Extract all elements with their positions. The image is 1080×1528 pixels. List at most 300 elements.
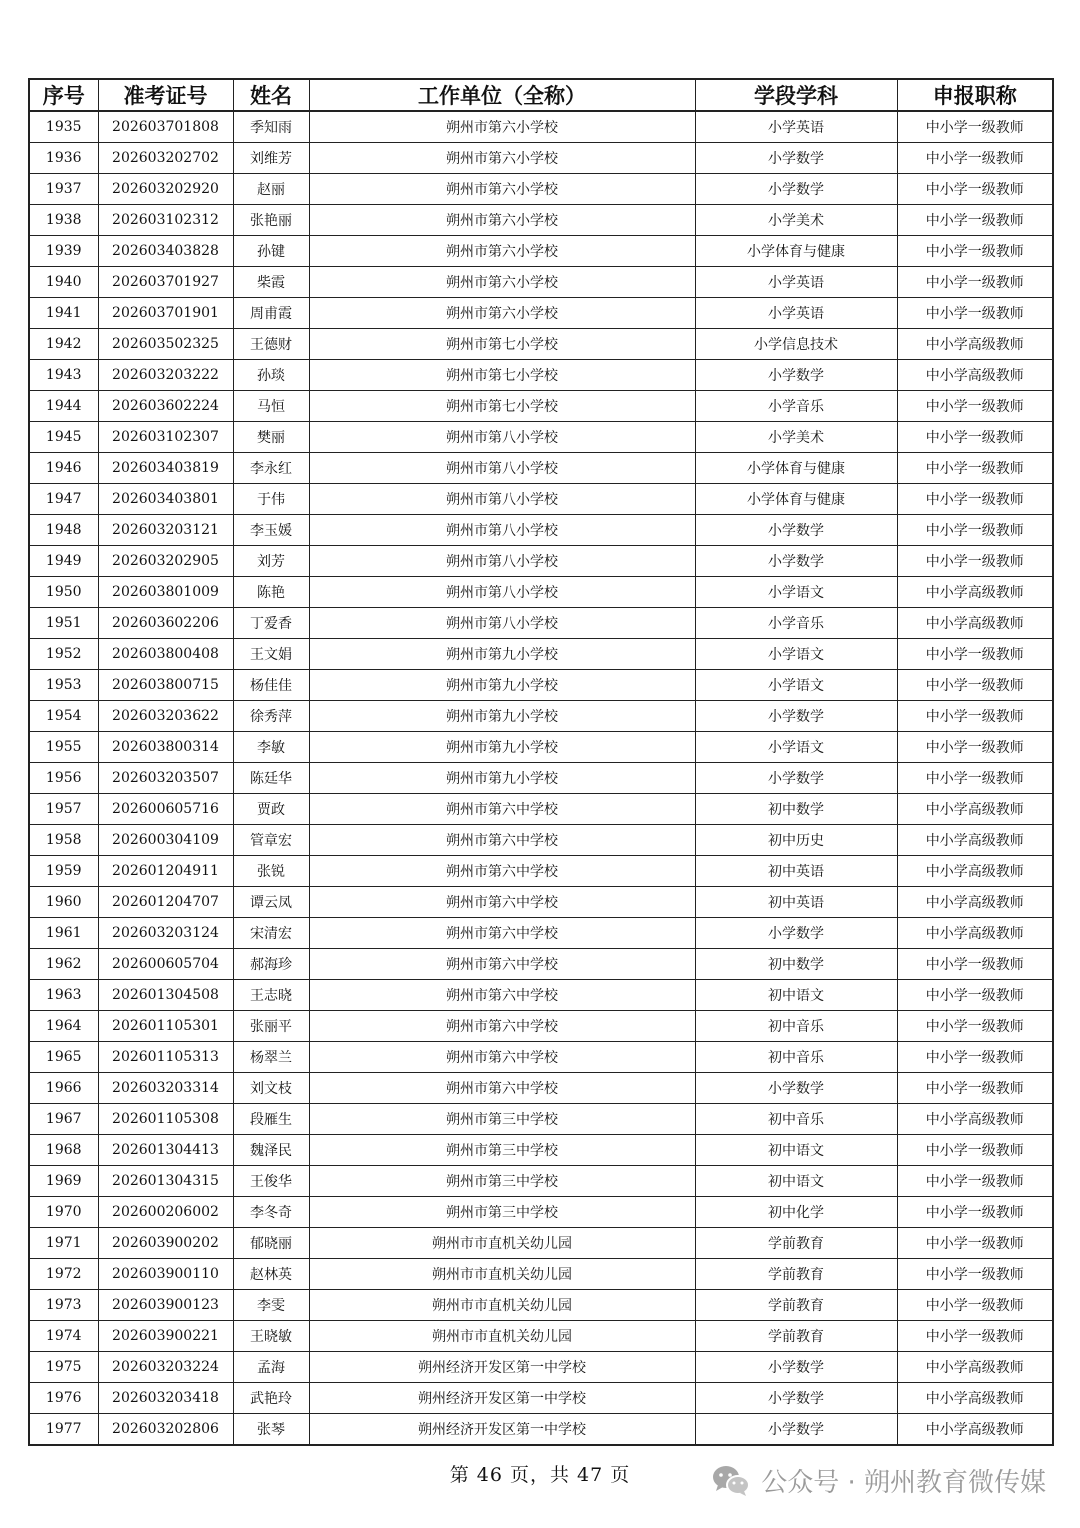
table-row <box>29 794 1053 825</box>
title-cell: 中小学高级教师 <box>897 887 1053 918</box>
workplace-cell: 朔州市第六小学校 <box>309 267 695 298</box>
seq-cell: 1948 <box>29 515 98 546</box>
name-cell: 王德财 <box>233 329 309 360</box>
exam-id-cell: 202601204707 <box>98 887 233 918</box>
title-cell: 中小学高级教师 <box>897 825 1053 856</box>
subject-cell: 初中音乐 <box>695 1042 897 1073</box>
workplace-cell: 朔州市第六中学校 <box>309 794 695 825</box>
exam-id-cell: 202603202702 <box>98 143 233 174</box>
name-cell: 张锐 <box>233 856 309 887</box>
table-row <box>29 1197 1053 1228</box>
workplace-cell: 朔州市市直机关幼儿园 <box>309 1259 695 1290</box>
name-cell: 李永红 <box>233 453 309 484</box>
name-cell: 李敏 <box>233 732 309 763</box>
exam-id-cell: 202603800715 <box>98 670 233 701</box>
subject-cell: 初中历史 <box>695 825 897 856</box>
subject-cell: 小学音乐 <box>695 391 897 422</box>
exam-id-cell: 202603900202 <box>98 1228 233 1259</box>
name-cell: 张琴 <box>233 1414 309 1446</box>
table-row <box>29 1259 1053 1290</box>
table-row <box>29 1228 1053 1259</box>
workplace-cell: 朔州市第六中学校 <box>309 949 695 980</box>
title-cell: 中小学一级教师 <box>897 1042 1053 1073</box>
workplace-cell: 朔州市第六中学校 <box>309 918 695 949</box>
subject-cell: 小学美术 <box>695 205 897 236</box>
exam-id-cell: 202603202806 <box>98 1414 233 1446</box>
table-row <box>29 639 1053 670</box>
subject-cell: 小学数学 <box>695 701 897 732</box>
name-cell: 樊丽 <box>233 422 309 453</box>
workplace-cell: 朔州市第七小学校 <box>309 391 695 422</box>
seq-cell: 1975 <box>29 1352 98 1383</box>
exam-id-cell: 202603203222 <box>98 360 233 391</box>
title-cell: 中小学高级教师 <box>897 1383 1053 1414</box>
name-cell: 张艳丽 <box>233 205 309 236</box>
roster-table <box>28 78 1054 1446</box>
workplace-cell: 朔州市第六小学校 <box>309 143 695 174</box>
table-row <box>29 763 1053 794</box>
seq-cell: 1967 <box>29 1104 98 1135</box>
col-header-subject: 学段学科 <box>695 79 897 111</box>
title-cell: 中小学一级教师 <box>897 1197 1053 1228</box>
name-cell: 杨翠兰 <box>233 1042 309 1073</box>
seq-cell: 1976 <box>29 1383 98 1414</box>
seq-cell: 1951 <box>29 608 98 639</box>
workplace-cell: 朔州市第六中学校 <box>309 1011 695 1042</box>
seq-cell: 1973 <box>29 1290 98 1321</box>
name-cell: 武艳玲 <box>233 1383 309 1414</box>
title-cell: 中小学一级教师 <box>897 732 1053 763</box>
wechat-icon <box>711 1464 751 1498</box>
workplace-cell: 朔州市第三中学校 <box>309 1166 695 1197</box>
subject-cell: 学前教育 <box>695 1228 897 1259</box>
title-cell: 中小学一级教师 <box>897 1166 1053 1197</box>
seq-cell: 1963 <box>29 980 98 1011</box>
workplace-cell: 朔州市第六小学校 <box>309 174 695 205</box>
workplace-cell: 朔州市第八小学校 <box>309 453 695 484</box>
table-row <box>29 825 1053 856</box>
workplace-cell: 朔州市第九小学校 <box>309 732 695 763</box>
title-cell: 中小学一级教师 <box>897 1073 1053 1104</box>
table-row <box>29 732 1053 763</box>
exam-id-cell: 202603202920 <box>98 174 233 205</box>
subject-cell: 小学语文 <box>695 670 897 701</box>
exam-id-cell: 202601304413 <box>98 1135 233 1166</box>
subject-cell: 初中数学 <box>695 949 897 980</box>
seq-cell: 1936 <box>29 143 98 174</box>
table-row <box>29 546 1053 577</box>
table-row <box>29 1383 1053 1414</box>
seq-cell: 1940 <box>29 267 98 298</box>
seq-cell: 1941 <box>29 298 98 329</box>
table-row <box>29 111 1053 143</box>
name-cell: 王晓敏 <box>233 1321 309 1352</box>
seq-cell: 1971 <box>29 1228 98 1259</box>
table-row <box>29 174 1053 205</box>
table-row <box>29 1414 1053 1446</box>
subject-cell: 小学数学 <box>695 515 897 546</box>
workplace-cell: 朔州市第八小学校 <box>309 422 695 453</box>
title-cell: 中小学高级教师 <box>897 1352 1053 1383</box>
subject-cell: 小学英语 <box>695 298 897 329</box>
exam-id-cell: 202601105301 <box>98 1011 233 1042</box>
seq-cell: 1954 <box>29 701 98 732</box>
exam-id-cell: 202603202905 <box>98 546 233 577</box>
title-cell: 中小学高级教师 <box>897 360 1053 391</box>
table-row <box>29 329 1053 360</box>
name-cell: 陈艳 <box>233 577 309 608</box>
workplace-cell: 朔州市第八小学校 <box>309 546 695 577</box>
name-cell: 赵林英 <box>233 1259 309 1290</box>
title-cell: 中小学一级教师 <box>897 422 1053 453</box>
title-cell: 中小学高级教师 <box>897 577 1053 608</box>
name-cell: 丁爱香 <box>233 608 309 639</box>
table-row <box>29 143 1053 174</box>
table-row <box>29 887 1053 918</box>
subject-cell: 小学数学 <box>695 546 897 577</box>
table-row <box>29 608 1053 639</box>
col-header-name: 姓名 <box>233 79 309 111</box>
subject-cell: 初中英语 <box>695 887 897 918</box>
seq-cell: 1939 <box>29 236 98 267</box>
subject-cell: 小学数学 <box>695 143 897 174</box>
subject-cell: 小学数学 <box>695 1414 897 1446</box>
table-row <box>29 1352 1053 1383</box>
workplace-cell: 朔州市第六中学校 <box>309 856 695 887</box>
name-cell: 刘维芳 <box>233 143 309 174</box>
subject-cell: 小学数学 <box>695 1073 897 1104</box>
seq-cell: 1957 <box>29 794 98 825</box>
exam-id-cell: 202603203124 <box>98 918 233 949</box>
subject-cell: 小学数学 <box>695 763 897 794</box>
seq-cell: 1943 <box>29 360 98 391</box>
subject-cell: 学前教育 <box>695 1321 897 1352</box>
table-row <box>29 391 1053 422</box>
name-cell: 季知雨 <box>233 111 309 143</box>
name-cell: 刘文枝 <box>233 1073 309 1104</box>
seq-cell: 1969 <box>29 1166 98 1197</box>
name-cell: 陈廷华 <box>233 763 309 794</box>
title-cell: 中小学高级教师 <box>897 856 1053 887</box>
exam-id-cell: 202603403819 <box>98 453 233 484</box>
exam-id-cell: 202603403801 <box>98 484 233 515</box>
exam-id-cell: 202603502325 <box>98 329 233 360</box>
table-row <box>29 577 1053 608</box>
title-cell: 中小学一级教师 <box>897 515 1053 546</box>
workplace-cell: 朔州市第三中学校 <box>309 1104 695 1135</box>
table-row <box>29 980 1053 1011</box>
subject-cell: 小学语文 <box>695 732 897 763</box>
subject-cell: 小学音乐 <box>695 608 897 639</box>
name-cell: 宋清宏 <box>233 918 309 949</box>
name-cell: 王文娟 <box>233 639 309 670</box>
table-row <box>29 1073 1053 1104</box>
title-cell: 中小学一级教师 <box>897 949 1053 980</box>
name-cell: 段雁生 <box>233 1104 309 1135</box>
name-cell: 李玉媛 <box>233 515 309 546</box>
table-row <box>29 453 1053 484</box>
workplace-cell: 朔州市第三中学校 <box>309 1197 695 1228</box>
table-row <box>29 856 1053 887</box>
name-cell: 徐秀萍 <box>233 701 309 732</box>
name-cell: 孙键 <box>233 236 309 267</box>
workplace-cell: 朔州市第九小学校 <box>309 670 695 701</box>
table-row <box>29 1042 1053 1073</box>
seq-cell: 1952 <box>29 639 98 670</box>
table-row <box>29 1321 1053 1352</box>
title-cell: 中小学一级教师 <box>897 298 1053 329</box>
name-cell: 周甫霞 <box>233 298 309 329</box>
table-row <box>29 949 1053 980</box>
seq-cell: 1950 <box>29 577 98 608</box>
seq-cell: 1958 <box>29 825 98 856</box>
workplace-cell: 朔州市第六中学校 <box>309 1073 695 1104</box>
seq-cell: 1942 <box>29 329 98 360</box>
exam-id-cell: 202603800408 <box>98 639 233 670</box>
exam-id-cell: 202601204911 <box>98 856 233 887</box>
seq-cell: 1955 <box>29 732 98 763</box>
name-cell: 赵丽 <box>233 174 309 205</box>
workplace-cell: 朔州市第八小学校 <box>309 577 695 608</box>
name-cell: 刘芳 <box>233 546 309 577</box>
title-cell: 中小学一级教师 <box>897 205 1053 236</box>
name-cell: 张丽平 <box>233 1011 309 1042</box>
watermark <box>711 1462 1046 1499</box>
workplace-cell: 朔州市第六小学校 <box>309 111 695 143</box>
subject-cell: 初中音乐 <box>695 1104 897 1135</box>
exam-id-cell: 202600206002 <box>98 1197 233 1228</box>
subject-cell: 初中音乐 <box>695 1011 897 1042</box>
workplace-cell: 朔州经济开发区第一中学校 <box>309 1352 695 1383</box>
workplace-cell: 朔州市市直机关幼儿园 <box>309 1290 695 1321</box>
seq-cell: 1964 <box>29 1011 98 1042</box>
workplace-cell: 朔州市第六中学校 <box>309 1042 695 1073</box>
workplace-cell: 朔州市第七小学校 <box>309 360 695 391</box>
seq-cell: 1938 <box>29 205 98 236</box>
subject-cell: 小学数学 <box>695 1352 897 1383</box>
workplace-cell: 朔州经济开发区第一中学校 <box>309 1383 695 1414</box>
title-cell: 中小学一级教师 <box>897 639 1053 670</box>
workplace-cell: 朔州市第九小学校 <box>309 763 695 794</box>
title-cell: 中小学一级教师 <box>897 701 1053 732</box>
seq-cell: 1968 <box>29 1135 98 1166</box>
col-header-seq: 序号 <box>29 79 98 111</box>
subject-cell: 小学英语 <box>695 111 897 143</box>
workplace-cell: 朔州市第七小学校 <box>309 329 695 360</box>
subject-cell: 小学数学 <box>695 174 897 205</box>
seq-cell: 1966 <box>29 1073 98 1104</box>
workplace-cell: 朔州市第六中学校 <box>309 887 695 918</box>
exam-id-cell: 202603203507 <box>98 763 233 794</box>
exam-id-cell: 202603900110 <box>98 1259 233 1290</box>
workplace-cell: 朔州市市直机关幼儿园 <box>309 1228 695 1259</box>
title-cell: 中小学一级教师 <box>897 1259 1053 1290</box>
title-cell: 中小学一级教师 <box>897 174 1053 205</box>
exam-id-cell: 202603701927 <box>98 267 233 298</box>
name-cell: 李冬奇 <box>233 1197 309 1228</box>
subject-cell: 小学语文 <box>695 639 897 670</box>
title-cell: 中小学一级教师 <box>897 980 1053 1011</box>
subject-cell: 小学体育与健康 <box>695 236 897 267</box>
title-cell: 中小学一级教师 <box>897 236 1053 267</box>
name-cell: 李雯 <box>233 1290 309 1321</box>
table-row <box>29 1290 1053 1321</box>
exam-id-cell: 202603203418 <box>98 1383 233 1414</box>
exam-id-cell: 202603203622 <box>98 701 233 732</box>
title-cell: 中小学一级教师 <box>897 670 1053 701</box>
seq-cell: 1974 <box>29 1321 98 1352</box>
seq-cell: 1949 <box>29 546 98 577</box>
table-row <box>29 1011 1053 1042</box>
name-cell: 王志晓 <box>233 980 309 1011</box>
workplace-cell: 朔州市市直机关幼儿园 <box>309 1321 695 1352</box>
seq-cell: 1960 <box>29 887 98 918</box>
seq-cell: 1937 <box>29 174 98 205</box>
workplace-cell: 朔州市第八小学校 <box>309 484 695 515</box>
name-cell: 马恒 <box>233 391 309 422</box>
seq-cell: 1972 <box>29 1259 98 1290</box>
table-row <box>29 484 1053 515</box>
subject-cell: 小学英语 <box>695 267 897 298</box>
exam-id-cell: 202603900123 <box>98 1290 233 1321</box>
seq-cell: 1961 <box>29 918 98 949</box>
seq-cell: 1970 <box>29 1197 98 1228</box>
subject-cell: 小学美术 <box>695 422 897 453</box>
title-cell: 中小学高级教师 <box>897 329 1053 360</box>
title-cell: 中小学高级教师 <box>897 794 1053 825</box>
workplace-cell: 朔州市第六中学校 <box>309 980 695 1011</box>
table-row <box>29 236 1053 267</box>
workplace-cell: 朔州市第六中学校 <box>309 825 695 856</box>
exam-id-cell: 202600605704 <box>98 949 233 980</box>
title-cell: 中小学一级教师 <box>897 1228 1053 1259</box>
col-header-workplace: 工作单位（全称） <box>309 79 695 111</box>
exam-id-cell: 202603203314 <box>98 1073 233 1104</box>
col-header-exam-id: 准考证号 <box>98 79 233 111</box>
subject-cell: 初中英语 <box>695 856 897 887</box>
title-cell: 中小学高级教师 <box>897 1104 1053 1135</box>
table-row <box>29 515 1053 546</box>
name-cell: 王俊华 <box>233 1166 309 1197</box>
title-cell: 中小学一级教师 <box>897 453 1053 484</box>
exam-id-cell: 202603701901 <box>98 298 233 329</box>
col-header-title: 申报职称 <box>897 79 1053 111</box>
table-row <box>29 1135 1053 1166</box>
seq-cell: 1962 <box>29 949 98 980</box>
exam-id-cell: 202603102312 <box>98 205 233 236</box>
title-cell: 中小学一级教师 <box>897 111 1053 143</box>
table-row <box>29 298 1053 329</box>
table-row <box>29 918 1053 949</box>
subject-cell: 小学数学 <box>695 360 897 391</box>
seq-cell: 1945 <box>29 422 98 453</box>
title-cell: 中小学高级教师 <box>897 918 1053 949</box>
title-cell: 中小学一级教师 <box>897 267 1053 298</box>
table-row <box>29 1166 1053 1197</box>
page-number: 第 46 页，共 47 页 <box>449 1464 631 1486</box>
subject-cell: 小学信息技术 <box>695 329 897 360</box>
title-cell: 中小学一级教师 <box>897 1011 1053 1042</box>
subject-cell: 小学语文 <box>695 577 897 608</box>
exam-id-cell: 202603801009 <box>98 577 233 608</box>
workplace-cell: 朔州市第三中学校 <box>309 1135 695 1166</box>
workplace-cell: 朔州市第八小学校 <box>309 608 695 639</box>
workplace-cell: 朔州市第六小学校 <box>309 205 695 236</box>
workplace-cell: 朔州市第六小学校 <box>309 236 695 267</box>
name-cell: 柴霞 <box>233 267 309 298</box>
workplace-cell: 朔州市第六小学校 <box>309 298 695 329</box>
subject-cell: 学前教育 <box>695 1259 897 1290</box>
subject-cell: 小学数学 <box>695 918 897 949</box>
title-cell: 中小学一级教师 <box>897 391 1053 422</box>
table-row <box>29 205 1053 236</box>
exam-id-cell: 202603602224 <box>98 391 233 422</box>
exam-id-cell: 202600304109 <box>98 825 233 856</box>
exam-id-cell: 202603403828 <box>98 236 233 267</box>
name-cell: 谭云凤 <box>233 887 309 918</box>
table-row <box>29 267 1053 298</box>
exam-id-cell: 202603102307 <box>98 422 233 453</box>
name-cell: 杨佳佳 <box>233 670 309 701</box>
subject-cell: 小学体育与健康 <box>695 453 897 484</box>
exam-id-cell: 202601105308 <box>98 1104 233 1135</box>
seq-cell: 1947 <box>29 484 98 515</box>
seq-cell: 1977 <box>29 1414 98 1446</box>
seq-cell: 1959 <box>29 856 98 887</box>
exam-id-cell: 202603701808 <box>98 111 233 143</box>
title-cell: 中小学一级教师 <box>897 763 1053 794</box>
workplace-cell: 朔州市第八小学校 <box>309 515 695 546</box>
subject-cell: 小学体育与健康 <box>695 484 897 515</box>
exam-id-cell: 202603602206 <box>98 608 233 639</box>
name-cell: 管章宏 <box>233 825 309 856</box>
exam-id-cell: 202600605716 <box>98 794 233 825</box>
subject-cell: 小学数学 <box>695 1383 897 1414</box>
seq-cell: 1935 <box>29 111 98 143</box>
table-row <box>29 360 1053 391</box>
table-header-row <box>29 79 1053 111</box>
title-cell: 中小学高级教师 <box>897 1414 1053 1446</box>
watermark-text: 公众号 · 朔州教育微传媒 <box>761 1468 1046 1498</box>
name-cell: 孟海 <box>233 1352 309 1383</box>
name-cell: 于伟 <box>233 484 309 515</box>
exam-id-cell: 202603800314 <box>98 732 233 763</box>
title-cell: 中小学一级教师 <box>897 143 1053 174</box>
subject-cell: 初中化学 <box>695 1197 897 1228</box>
name-cell: 郁晓丽 <box>233 1228 309 1259</box>
name-cell: 孙琰 <box>233 360 309 391</box>
seq-cell: 1956 <box>29 763 98 794</box>
subject-cell: 初中语文 <box>695 980 897 1011</box>
seq-cell: 1953 <box>29 670 98 701</box>
exam-id-cell: 202601105313 <box>98 1042 233 1073</box>
table-row <box>29 670 1053 701</box>
exam-id-cell: 202601304508 <box>98 980 233 1011</box>
exam-id-cell: 202603203224 <box>98 1352 233 1383</box>
seq-cell: 1965 <box>29 1042 98 1073</box>
seq-cell: 1944 <box>29 391 98 422</box>
exam-id-cell: 202603900221 <box>98 1321 233 1352</box>
title-cell: 中小学一级教师 <box>897 1135 1053 1166</box>
exam-id-cell: 202601304315 <box>98 1166 233 1197</box>
name-cell: 郝海珍 <box>233 949 309 980</box>
title-cell: 中小学一级教师 <box>897 484 1053 515</box>
seq-cell: 1946 <box>29 453 98 484</box>
title-cell: 中小学一级教师 <box>897 1290 1053 1321</box>
subject-cell: 初中语文 <box>695 1166 897 1197</box>
exam-id-cell: 202603203121 <box>98 515 233 546</box>
title-cell: 中小学高级教师 <box>897 608 1053 639</box>
